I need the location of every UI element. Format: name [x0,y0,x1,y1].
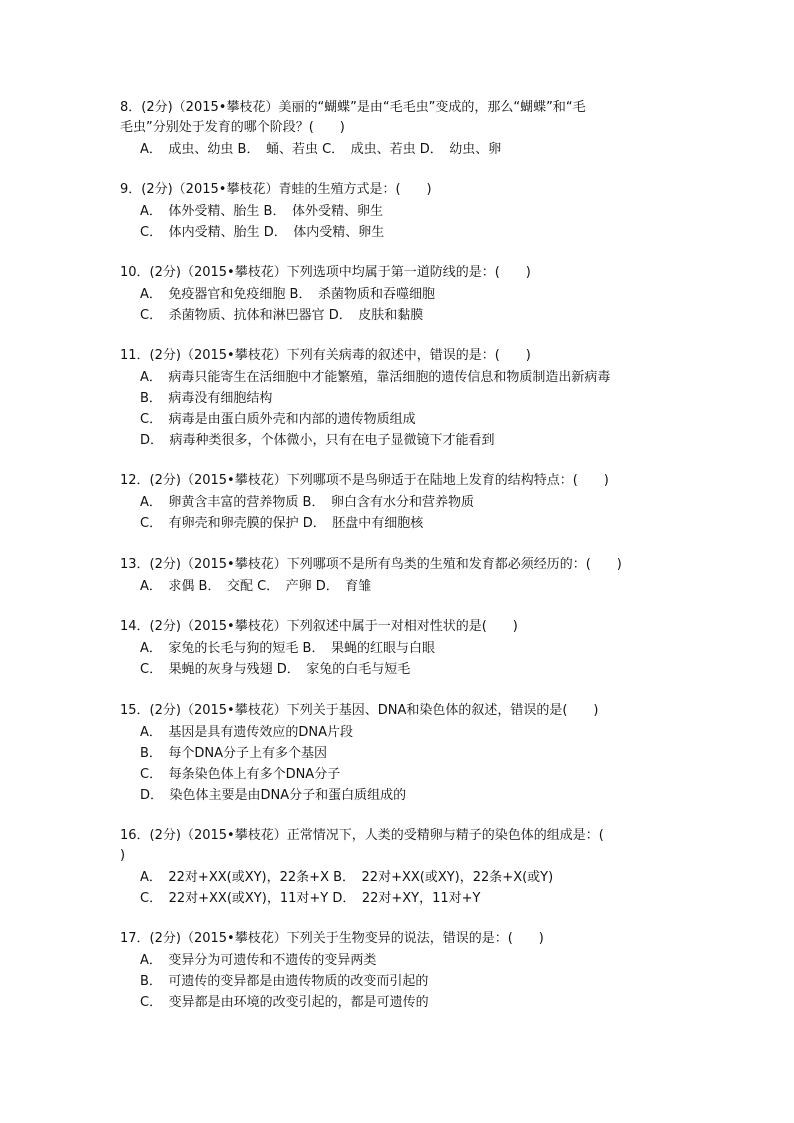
question-11-option-b: B． 病毒没有细胞结构 [140,391,273,406]
question-10-option-row-2: C． 杀菌物质、抗体和淋巴器官 D． 皮肤和黏膜 [140,308,424,323]
question-8-stem-continued: 毛虫”分别处于发育的哪个阶段？( ) [120,120,345,135]
question-10-option-row-1: A． 免疫器官和免疫细胞 B． 杀菌物质和吞噬细胞 [140,287,435,302]
question-17-option-b: B． 可遗传的变异都是由遗传物质的改变而引起的 [140,974,429,989]
question-15-option-d: D． 染色体主要是由DNA分子和蛋白质组成的 [140,788,407,803]
question-16-option-row-2: C． 22对+XX(或XY)，11对+Y D． 22对+XY，11对+Y [140,891,481,906]
question-11-stem: 11．(2分)（2015•攀枝花）下列有关病毒的叙述中，错误的是：( ) [120,348,531,363]
question-16-option-row-1: A． 22对+XX(或XY)，22条+X B． 22对+XX(或XY)，22条+X(或Y) [140,870,554,885]
question-14-option-row-2: C． 果蝇的灰身与残翅 D． 家兔的白毛与短毛 [140,662,411,677]
question-9-option-row-2: C． 体内受精、胎生 D． 体内受精、卵生 [140,225,385,240]
question-16-stem: 16．(2分)（2015•攀枝花）正常情况下，人类的受精卵与精子的染色体的组成是：( [120,828,604,843]
question-17-option-c: C． 变异都是由环境的改变引起的，都是可遗传的 [140,995,429,1010]
question-17-stem: 17．(2分)（2015•攀枝花）下列关于生物变异的说法，错误的是：( ) [120,931,544,946]
question-16-stem-continued: ) [120,848,126,863]
question-14-option-row-1: A． 家兔的长毛与狗的短毛 B． 果蝇的红眼与白眼 [140,641,435,656]
question-9-stem: 9．(2分)（2015•攀枝花）青蛙的生殖方式是：( ) [120,182,432,197]
question-11-option-d: D． 病毒种类很多，个体微小，只有在电子显微镜下才能看到 [140,433,495,448]
question-13-options: A． 求偶 B． 交配 C． 产卵 D． 育雏 [140,579,372,594]
question-10-stem: 10．(2分)（2015•攀枝花）下列选项中均属于第一道防线的是：( ) [120,265,531,280]
question-11-option-c: C． 病毒是由蛋白质外壳和内部的遗传物质组成 [140,412,416,427]
question-15-option-b: B． 每个DNA分子上有多个基因 [140,746,328,761]
question-15-option-c: C． 每条染色体上有多个DNA分子 [140,767,341,782]
question-9-option-row-1: A． 体外受精、胎生 B． 体外受精、卵生 [140,204,383,219]
question-12-stem: 12．(2分)（2015•攀枝花）下列哪项不是鸟卵适于在陆地上发育的结构特点：( ) [120,473,609,488]
question-12-option-row-1: A． 卵黄含丰富的营养物质 B． 卵白含有水分和营养物质 [140,495,474,510]
question-13-stem: 13．(2分)（2015•攀枝花）下列哪项不是所有鸟类的生殖和发育都必须经历的：( ) [120,557,622,572]
question-12-option-row-2: C． 有卵壳和卵壳膜的保护 D． 胚盘中有细胞核 [140,516,424,531]
question-15-option-a: A． 基因是具有遗传效应的DNA片段 [140,725,354,740]
question-14-stem: 14．(2分)（2015•攀枝花）下列叙述中属于一对相对性状的是( ) [120,619,518,634]
question-8-options: A． 成虫、幼虫 B． 蛹、若虫 C． 成虫、若虫 D． 幼虫、卵 [140,142,502,157]
question-8-stem: 8．(2分)（2015•攀枝花）美丽的“蝴蝶”是由“毛毛虫”变成的，那么“蝴蝶”和“毛 [120,100,586,115]
question-15-stem: 15．(2分)（2015•攀枝花）下列关于基因、DNA和染色体的叙述，错误的是( ) [120,703,599,718]
question-17-option-a: A． 变异分为可遗传和不遗传的变异两类 [140,953,377,968]
question-11-option-a: A． 病毒只能寄生在活细胞中才能繁殖，靠活细胞的遗传信息和物质制造出新病毒 [140,370,611,385]
